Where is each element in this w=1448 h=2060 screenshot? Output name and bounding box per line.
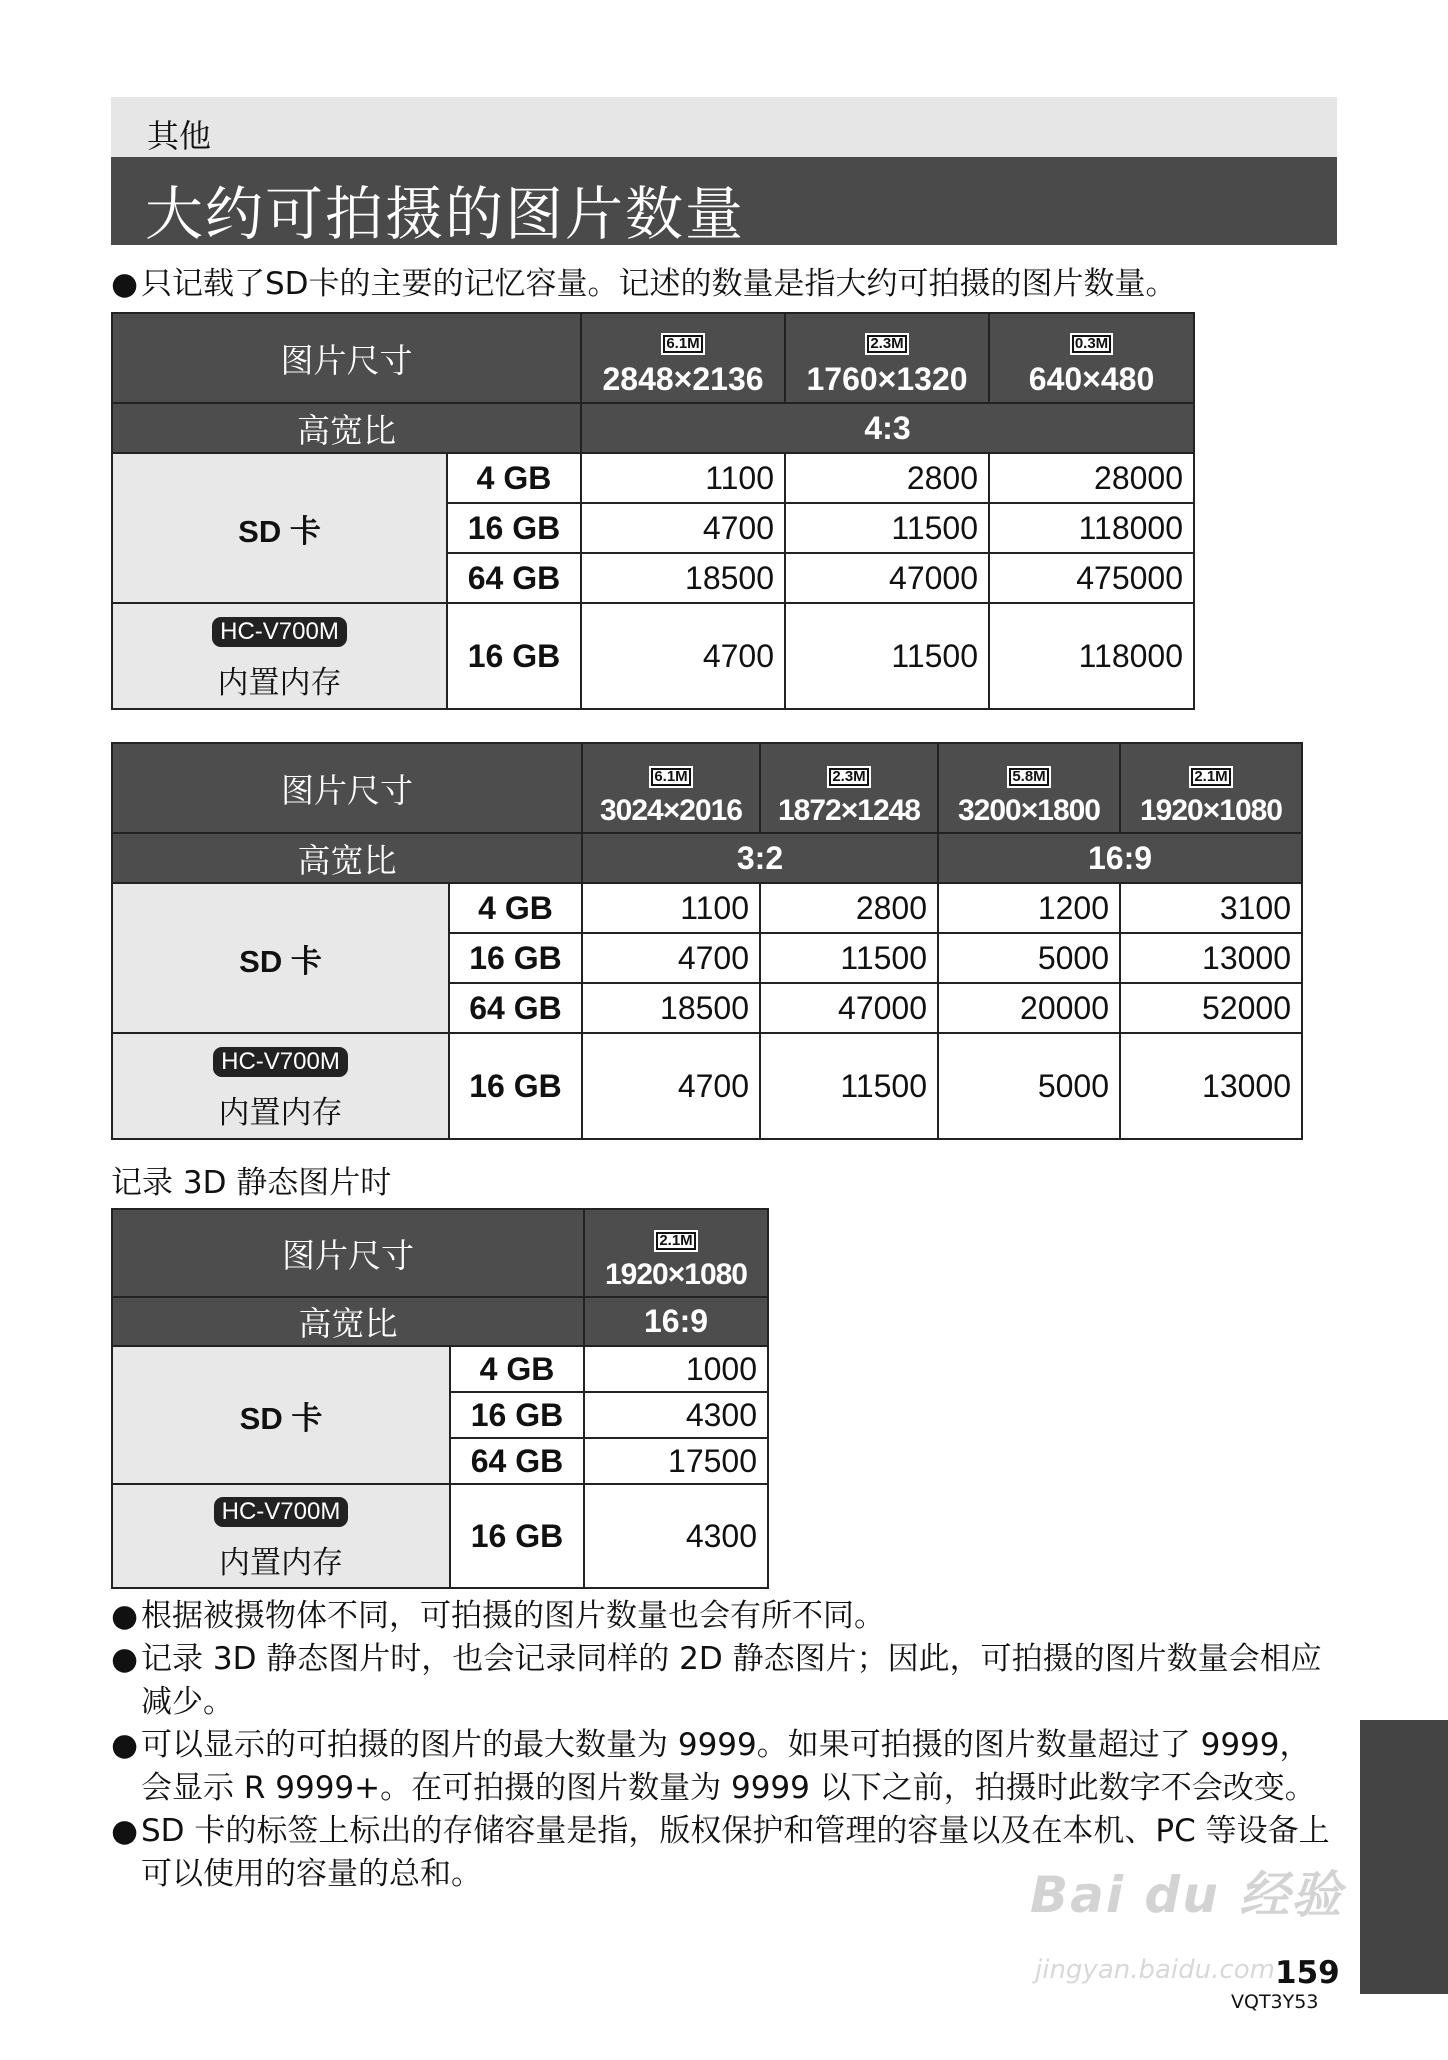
model-badge: HC-V700M <box>212 617 347 647</box>
internal-memory-label: HC-V700M 内置内存 <box>112 1484 450 1588</box>
title-bar <box>111 157 1337 248</box>
size-col-2: 2.3M 1872×1248 <box>760 743 938 833</box>
table-cell: 4300 <box>584 1484 768 1588</box>
table-cell: 13000 <box>1120 1033 1302 1139</box>
section-label: 其他 <box>147 117 212 155</box>
resolution-badge-icon: 2.3M <box>865 333 908 355</box>
internal-memory-label: HC-V700M 内置内存 <box>112 1033 449 1139</box>
table-cell: 5000 <box>938 1033 1120 1139</box>
aspect-header: 高宽比 <box>112 1297 584 1346</box>
table-cell: 118000 <box>989 503 1194 553</box>
table-cell: 18500 <box>582 983 760 1033</box>
list-item: ● 可以显示的可拍摄的图片的最大数量为 9999。如果可拍摄的图片数量超过了 9999，会显示 R 9999+。在可拍摄的图片数量为 9999 以下之前，拍摄时此数字不会改变。 <box>111 1724 1341 1810</box>
table-cell: 4700 <box>581 603 785 709</box>
capacity-table-3-2-16-9 <box>111 742 1303 1140</box>
table-cell: 4700 <box>582 933 760 983</box>
table-cell: 1100 <box>581 453 785 503</box>
capacity-label: 4 GB <box>450 1346 584 1392</box>
table-cell: 11500 <box>760 933 938 983</box>
table-cell: 17500 <box>584 1438 768 1484</box>
capacity-label: 16 GB <box>447 503 581 553</box>
resolution-badge-icon: 2.1M <box>654 1230 697 1252</box>
table-cell: 11500 <box>785 603 989 709</box>
table-cell: 47000 <box>785 553 989 603</box>
capacity-label: 64 GB <box>447 553 581 603</box>
capacity-label: 64 GB <box>449 983 582 1033</box>
size-col-2: 2.3M 1760×1320 <box>785 313 989 403</box>
table-cell: 11500 <box>760 1033 938 1139</box>
capacity-table-3d <box>111 1208 769 1589</box>
bullet-icon: ● <box>111 1727 139 1763</box>
table-cell: 5000 <box>938 933 1120 983</box>
size-col-1: 6.1M 2848×2136 <box>581 313 785 403</box>
list-item: ● SD 卡的标签上标出的存储容量是指，版权保护和管理的容量以及在本机、PC 等设备上可以使用的容量的总和。 <box>111 1810 1341 1896</box>
size-col-3: 5.8M 3200×1800 <box>938 743 1120 833</box>
size-col-4: 2.1M 1920×1080 <box>1120 743 1302 833</box>
table-cell: 11500 <box>785 503 989 553</box>
table-cell: 1000 <box>584 1346 768 1392</box>
sub-heading-3d: 记录 3D 静态图片时 <box>111 1165 392 1201</box>
table-cell: 2800 <box>760 883 938 933</box>
table-cell: 475000 <box>989 553 1194 603</box>
capacity-label: 64 GB <box>450 1438 584 1484</box>
table-cell: 47000 <box>760 983 938 1033</box>
list-item: ● 根据被摄物体不同，可拍摄的图片数量也会有所不同。 <box>111 1595 1341 1638</box>
capacity-table-4-3 <box>111 312 1195 710</box>
table-cell: 118000 <box>989 603 1194 709</box>
capacity-label: 16 GB <box>447 603 581 709</box>
size-col-1: 2.1M 1920×1080 <box>584 1209 768 1297</box>
intro-text: 只记载了SD卡的主要的记忆容量。记述的数量是指大约可拍摄的图片数量。 <box>141 266 1177 302</box>
aspect-value: 16:9 <box>938 833 1302 883</box>
notes-list <box>111 1595 1341 1896</box>
table-cell: 4700 <box>581 503 785 553</box>
intro-note <box>111 258 1177 303</box>
sd-card-label: SD 卡 <box>112 883 449 1033</box>
bullet-icon: ● <box>111 1598 139 1634</box>
table-cell: 4700 <box>582 1033 760 1139</box>
image-size-header: 图片尺寸 <box>112 1209 584 1297</box>
capacity-label: 4 GB <box>449 883 582 933</box>
resolution-badge-icon: 2.1M <box>1189 766 1232 788</box>
size-col-1: 6.1M 3024×2016 <box>582 743 760 833</box>
resolution-badge-icon: 6.1M <box>661 333 704 355</box>
aspect-value: 3:2 <box>582 833 938 883</box>
page-number: 159 <box>1275 1955 1340 1991</box>
capacity-label: 16 GB <box>449 1033 582 1139</box>
resolution-badge-icon: 6.1M <box>649 766 692 788</box>
table-cell: 3100 <box>1120 883 1302 933</box>
resolution-badge-icon: 0.3M <box>1070 333 1113 355</box>
aspect-value: 4:3 <box>581 403 1194 453</box>
table-cell: 28000 <box>989 453 1194 503</box>
table-cell: 1100 <box>582 883 760 933</box>
watermark-logo: Bai du 经验 <box>1030 1866 1344 1924</box>
table-cell: 18500 <box>581 553 785 603</box>
capacity-label: 16 GB <box>449 933 582 983</box>
capacity-label: 4 GB <box>447 453 581 503</box>
page-title: 大约可拍摄的图片数量 <box>145 180 746 248</box>
table-cell: 52000 <box>1120 983 1302 1033</box>
aspect-value: 16:9 <box>584 1297 768 1346</box>
sd-card-label: SD 卡 <box>112 453 447 603</box>
capacity-label: 16 GB <box>450 1392 584 1438</box>
aspect-header: 高宽比 <box>112 833 582 883</box>
bullet-icon: ● <box>111 1641 139 1677</box>
sd-card-label: SD 卡 <box>112 1346 450 1484</box>
section-header-bar <box>111 97 1337 157</box>
table-cell: 4300 <box>584 1392 768 1438</box>
watermark-url: jingyan.baidu.com <box>1035 1955 1275 1985</box>
doc-code: VQT3Y53 <box>1231 1991 1319 2013</box>
size-col-3: 0.3M 640×480 <box>989 313 1194 403</box>
table-cell: 2800 <box>785 453 989 503</box>
table-cell: 13000 <box>1120 933 1302 983</box>
table-cell: 20000 <box>938 983 1120 1033</box>
resolution-badge-icon: 2.3M <box>827 766 870 788</box>
resolution-badge-icon: 5.8M <box>1007 766 1050 788</box>
capacity-label: 16 GB <box>450 1484 584 1588</box>
list-item: ● 记录 3D 静态图片时，也会记录同样的 2D 静态图片；因此，可拍摄的图片数量会相应减少。 <box>111 1638 1341 1724</box>
model-badge: HC-V700M <box>214 1497 349 1527</box>
side-tab-marker <box>1360 1720 1448 1994</box>
bullet-icon: ● <box>111 1813 139 1849</box>
model-badge: HC-V700M <box>213 1047 348 1077</box>
table-cell: 1200 <box>938 883 1120 933</box>
internal-memory-label: HC-V700M 内置内存 <box>112 603 447 709</box>
bullet-icon: ● <box>111 266 139 302</box>
image-size-header: 图片尺寸 <box>112 313 581 403</box>
image-size-header: 图片尺寸 <box>112 743 582 833</box>
aspect-header: 高宽比 <box>112 403 581 453</box>
